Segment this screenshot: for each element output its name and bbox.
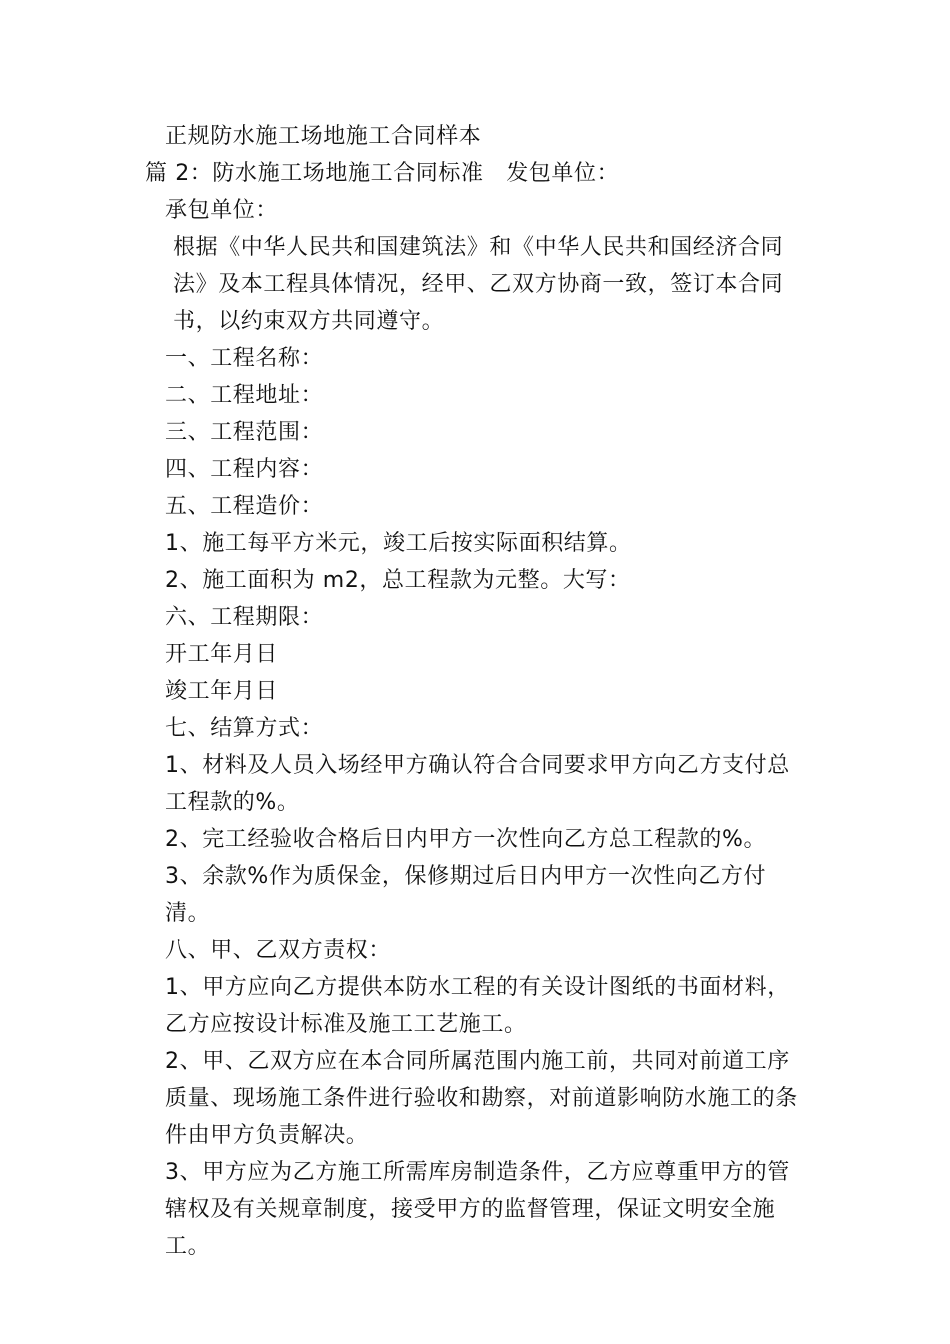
responsibility-item-3: 3、甲方应为乙方施工所需库房制造条件，乙方应尊重甲方的管辖权及有关规章制度，接受甲方的监督管理，保证文明安全施工。 [165,1160,790,1259]
clause-project-period: 六、工程期限： [165,605,324,630]
clause-responsibilities: 八、甲、乙双方责权： [165,938,392,963]
document-subtitle: 篇 2：防水施工场地施工合同标准 发包单位： [145,161,620,186]
clause-project-name: 一、工程名称： [165,346,324,371]
responsibility-item-2: 2、甲、乙双方应在本合同所属范围内施工前，共同对前道工序质量、现场施工条件进行验收和勘察，对前道影响防水施工的条件由甲方负责解决。 [165,1049,798,1148]
settlement-item-3: 3、余款%作为质保金，保修期过后日内甲方一次性向乙方付清。 [165,864,767,926]
cost-item-2: 2、施工面积为 m2，总工程款为元整。大写： [165,568,631,593]
contractor-line: 承包单位： [165,198,279,223]
settlement-item-2: 2、完工经验收合格后日内甲方一次性向乙方总工程款的%。 [165,827,767,852]
cost-item-1: 1、施工每平方米元，竣工后按实际面积结算。 [165,531,632,556]
settlement-item-1: 1、材料及人员入场经甲方确认符合合同要求甲方向乙方支付总工程款的%。 [165,753,790,815]
completion-date-line: 竣工年月日 [165,679,279,704]
responsibility-item-1: 1、甲方应向乙方提供本防水工程的有关设计图纸的书面材料，乙方应按设计标准及施工工艺施工。 [165,975,790,1037]
preamble-paragraph: 根据《中华人民共和国建筑法》和《中华人民共和国经济合同法》及本工程具体情况，经甲、乙双方协商一致，签订本合同书，以约束双方共同遵守。 [173,235,784,334]
start-date-line: 开工年月日 [165,642,279,667]
clause-settlement: 七、结算方式： [165,716,324,741]
clause-project-address: 二、工程地址： [165,383,324,408]
document-title: 正规防水施工场地施工合同样本 [165,124,482,149]
clause-project-scope: 三、工程范围： [165,420,324,445]
clause-project-cost: 五、工程造价： [165,494,324,519]
document-body [145,118,810,1265]
clause-project-content: 四、工程内容： [165,457,324,482]
